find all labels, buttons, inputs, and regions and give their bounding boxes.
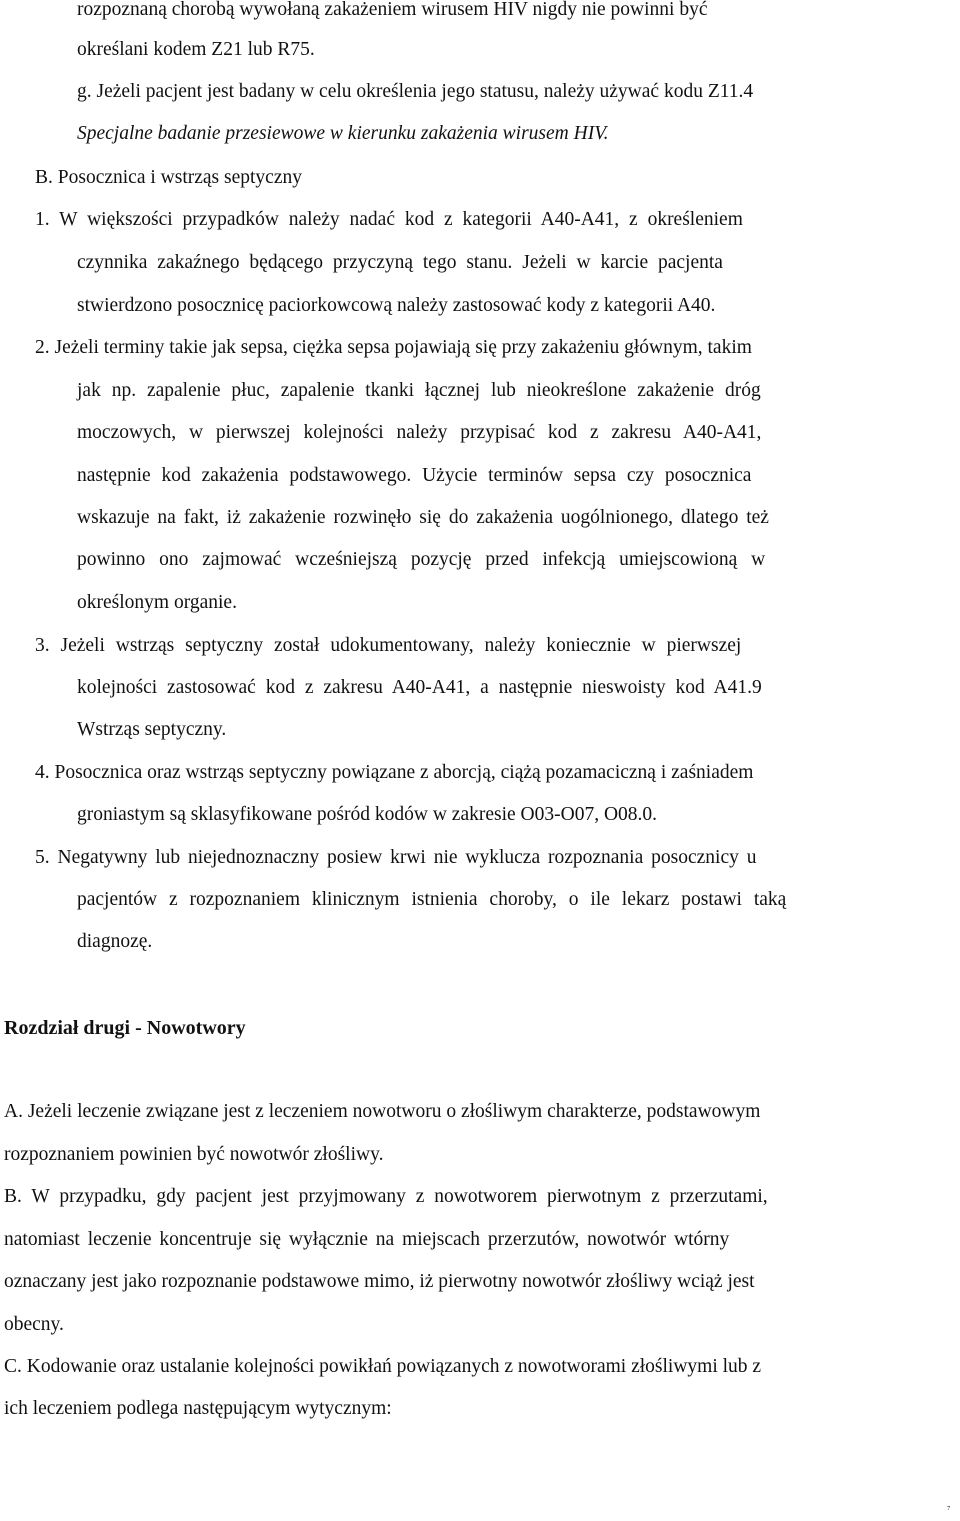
text-line: 5. Negatywny lub niejednoznaczny posiew krwi nie wyklucza rozpoznania posocznicy u	[35, 847, 757, 868]
text-line: C. Kodowanie oraz ustalanie kolejności powikłań powiązanych z nowotworami złośliwymi lub z	[4, 1356, 762, 1377]
text-line: rozpoznaniem powinien być nowotwór złośliwy.	[4, 1144, 384, 1165]
text-line: powinno ono zajmować wcześniejszą pozycję przed infekcją umiejscowioną w	[77, 549, 766, 570]
text-line: 4. Posocznica oraz wstrząs septyczny powiązane z aborcją, ciążą pozamaciczną i zaśniadem	[35, 762, 754, 783]
text-line: określani kodem Z21 lub R75.	[77, 39, 315, 60]
text-line: oznaczany jest jako rozpoznanie podstawowe mimo, iż pierwotny nowotwór złośliwy wciąż jest	[4, 1271, 755, 1292]
text-line: moczowych, w pierwszej kolejności należy przypisać kod z zakresu A40-A41,	[77, 422, 762, 443]
text-line: kolejności zastosować kod z zakresu A40-A41, a następnie nieswoisty kod A41.9	[77, 677, 762, 698]
text-line: stwierdzono posocznicę paciorkowcową należy zastosować kody z kategorii A40.	[77, 295, 716, 316]
chapter-heading: Rozdział drugi - Nowotwory	[4, 1017, 246, 1039]
text-line: Specjalne badanie przesiewowe w kierunku zakażenia wirusem HIV.	[77, 123, 609, 144]
text-line: groniastym są sklasyfikowane pośród kodów w zakresie O03-O07, O08.0.	[77, 804, 658, 825]
text-line: następnie kod zakażenia podstawowego. Użycie terminów sepsa czy posocznica	[77, 465, 752, 486]
text-line: diagnozę.	[77, 931, 153, 952]
text-line: B. W przypadku, gdy pacjent jest przyjmowany z nowotworem pierwotnym z przerzutami,	[4, 1186, 768, 1207]
text-line: obecny.	[4, 1314, 64, 1335]
text-line: 2. Jeżeli terminy takie jak sepsa, ciężka sepsa pojawiają się przy zakażeniu głównym, takim	[35, 337, 752, 358]
text-line: jak np. zapalenie płuc, zapalenie tkanki łącznej lub nieokreślone zakażenie dróg	[77, 380, 761, 401]
text-line: A. Jeżeli leczenie związane jest z leczeniem nowotworu o złośliwym charakterze, podstawowym	[4, 1101, 761, 1122]
text-line: czynnika zakaźnego będącego przyczyną tego stanu. Jeżeli w karcie pacjenta	[77, 252, 723, 273]
text-line: 1. W większości przypadków należy nadać kod z kategorii A40-A41, z określeniem	[35, 209, 743, 230]
text-line: 3. Jeżeli wstrząs septyczny został udokumentowany, należy koniecznie w pierwszej	[35, 635, 742, 656]
text-line: Wstrząs septyczny.	[77, 719, 227, 740]
text-line: g. Jeżeli pacjent jest badany w celu określenia jego statusu, należy używać kodu Z11.4	[77, 81, 754, 102]
text-line: pacjentów z rozpoznaniem klinicznym istnienia choroby, o ile lekarz postawi taką	[77, 889, 787, 910]
text-line: ich leczeniem podlega następującym wytycznym:	[4, 1398, 392, 1419]
text-line: natomiast leczenie koncentruje się wyłącznie na miejscach przerzutów, nowotwór wtórny	[4, 1229, 730, 1250]
page-number: 7	[947, 1505, 951, 1512]
text-line: rozpoznaną chorobą wywołaną zakażeniem wirusem HIV nigdy nie powinni być	[77, 0, 708, 20]
text-line: wskazuje na fakt, iż zakażenie rozwinęło się do zakażenia uogólnionego, dlatego też	[77, 507, 769, 528]
text-line: określonym organie.	[77, 592, 237, 613]
section-label: B. Posocznica i wstrząs septyczny	[35, 167, 302, 188]
